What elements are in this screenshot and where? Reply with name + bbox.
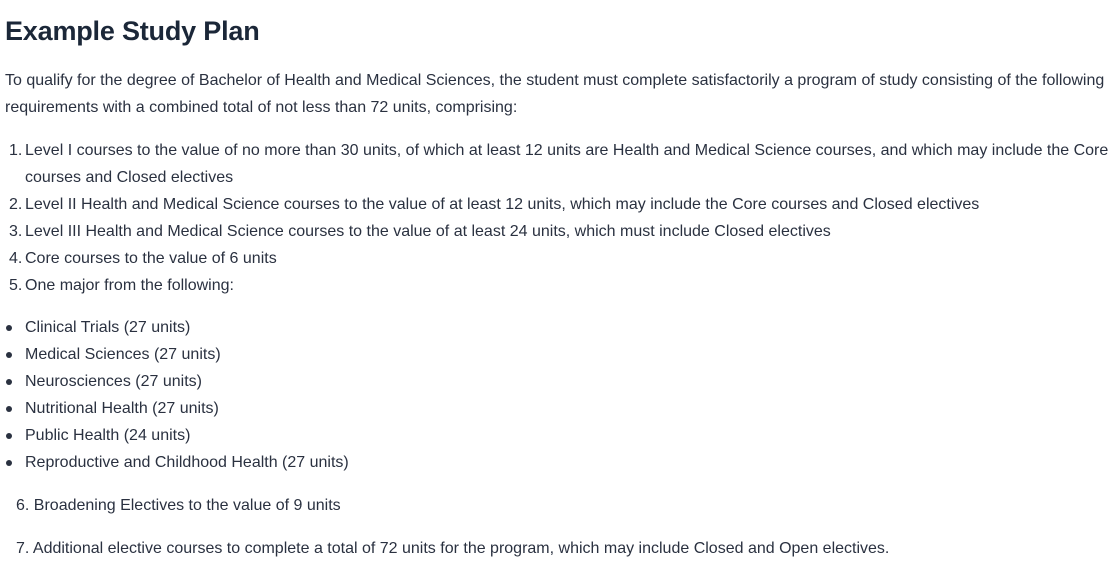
bullet-icon (6, 325, 12, 331)
major-item (5, 395, 349, 422)
major-item (5, 341, 349, 368)
requirement-item-5 (9, 272, 1109, 299)
major-item (5, 314, 349, 341)
bullet-icon (6, 406, 12, 412)
requirement-number: 1. (9, 142, 23, 159)
requirement-number: 4. (9, 250, 23, 267)
bullet-icon (6, 379, 12, 385)
bullet-icon (6, 352, 12, 358)
major-label: Nutritional Health (27 units) (25, 400, 219, 417)
major-label: Clinical Trials (27 units) (25, 319, 191, 336)
major-item (5, 368, 349, 395)
requirement-text: Level II Health and Medical Science courses to the value of at least 12 units, which may include the Core courses and Closed electives (25, 196, 980, 213)
requirement-item-3 (9, 218, 1109, 245)
requirement-text: Level III Health and Medical Science courses to the value of at least 24 units, which must include Closed electives (25, 223, 831, 240)
requirement-text: Core courses to the value of 6 units (25, 250, 277, 267)
requirement-item-6: 6. Broadening Electives to the value of 9 units (16, 497, 341, 514)
majors-list (5, 314, 349, 476)
bullet-icon (6, 433, 12, 439)
page-title: Example Study Plan (5, 16, 260, 46)
requirement-number: 2. (9, 196, 23, 213)
bullet-icon (6, 460, 12, 466)
major-label: Public Health (24 units) (25, 427, 191, 444)
major-label: Neurosciences (27 units) (25, 373, 202, 390)
requirement-item-7: 7. Additional elective courses to complete a total of 72 units for the program, which may include Closed and Open electives. (16, 540, 890, 557)
intro-paragraph: To qualify for the degree of Bachelor of Health and Medical Sciences, the student must complete satisfactorily a program of study consisting of the following requirements with a combined total of not less than 72 units, comprising: (5, 72, 1105, 116)
requirement-item-4 (9, 245, 1109, 272)
requirement-text: One major from the following: (25, 277, 234, 294)
requirement-text: Level I courses to the value of no more than 30 units, of which at least 12 units are Health and Medical Science courses, and which may include the Core courses and Closed electives (25, 142, 1109, 186)
major-label: Medical Sciences (27 units) (25, 346, 221, 363)
requirement-number: 5. (9, 277, 23, 294)
requirement-item-2 (9, 191, 1109, 218)
major-label: Reproductive and Childhood Health (27 units) (25, 454, 349, 471)
major-item (5, 449, 349, 476)
major-item (5, 422, 349, 449)
requirements-list (9, 137, 1109, 299)
requirement-number: 3. (9, 223, 23, 240)
requirement-item-1 (9, 137, 1109, 191)
